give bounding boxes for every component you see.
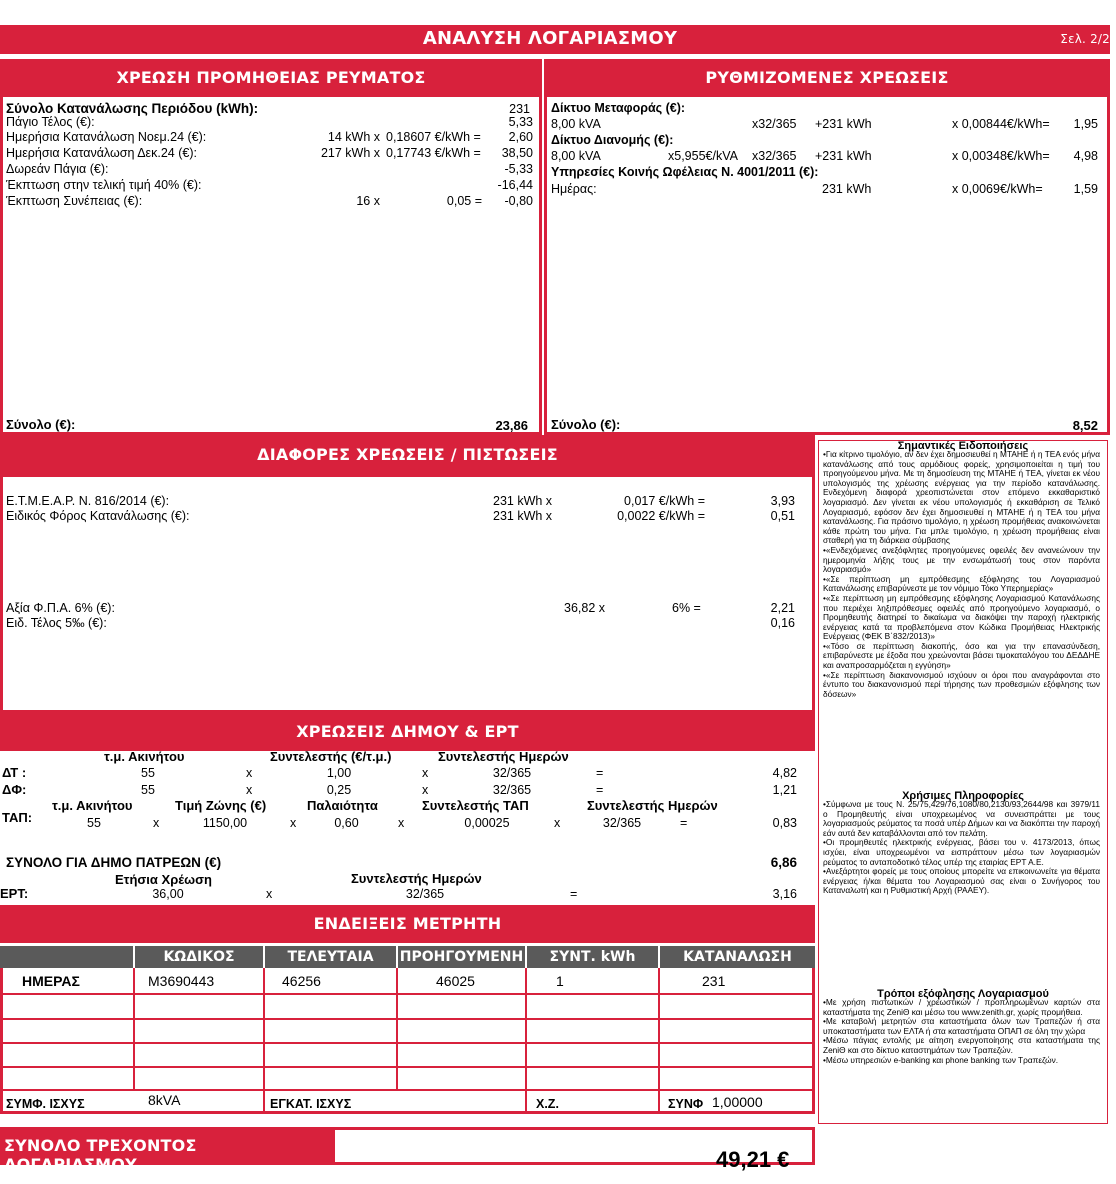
payment-methods-title: Τρόποι εξόφλησης Λογαριασμού xyxy=(877,988,1049,1000)
pf-label: ΣΥΝΦ xyxy=(668,1097,704,1111)
page-number: Σελ. 2/2 xyxy=(1060,32,1110,46)
meter-col-previous: ΠΡΟΗΓΟΥΜΕΝΗ xyxy=(398,946,525,968)
meter-grid-h4 xyxy=(0,1066,815,1068)
supply-row-qty: 14 kWh x xyxy=(327,130,380,144)
supply-row-rate: 0,17743 €/kWh = xyxy=(386,146,481,160)
col-area-header: τ.μ. Ακινήτου xyxy=(104,749,185,764)
col-days-header: Συντελεστής Ημερών xyxy=(438,749,569,764)
page-title: ΑΝΑΛΥΣΗ ΛΟΓΑΡΙΑΣΜΟΥ xyxy=(422,28,678,49)
duty-label: Ειδ. Τέλος 5‰ (€): xyxy=(6,616,107,630)
payment-item: •Με καταβολή μετρητών στα καταστήματα όλων των Τραπεζών ή στα υποκαταστήματα των ΕΛΤΑ ή στα καταστήματα ΟΠΑΠ σε όλη την χώρα xyxy=(823,1016,1100,1036)
pso-rate: x 0,0069€/kWh= xyxy=(952,182,1043,196)
meter-grid-h5 xyxy=(0,1089,815,1091)
payment-item: •Μέσω υπηρεσιών e-banking και phone banking των Τραπεζών. xyxy=(823,1054,1059,1065)
tap-zone: 1150,00 xyxy=(202,816,248,830)
regulated-panel xyxy=(544,59,1110,435)
useful-info-title: Χρήσιμες Πληροφορίες xyxy=(902,790,1024,802)
meter-grid-right xyxy=(812,968,815,1114)
payment-item: •Μέσω πάγιας εντολής με αίτηση ενεργοποίησης στα καταστήματα της ZeniΘ και στο δίκτυο καταστημάτων των Τραπεζών. xyxy=(823,1035,1100,1055)
meter-grid-v5 xyxy=(658,968,660,1114)
vat-base: 36,82 x xyxy=(564,601,606,615)
regulated-total-label: Σύνολο (€): xyxy=(551,417,621,432)
dt-value: 4,82 xyxy=(772,766,797,780)
tap-label: ΤΑΠ: xyxy=(2,810,33,825)
transmission-days: x32/365 xyxy=(752,117,797,131)
useful-info-text xyxy=(823,800,1100,896)
meter-grid-v3 xyxy=(396,968,398,1090)
supply-row-value: 5,33 xyxy=(508,115,533,129)
xz-label: Χ.Ζ. xyxy=(536,1097,559,1111)
meter-grid-v2 xyxy=(263,968,265,1114)
important-notices-title: Σημαντικές Ειδοποιήσεις xyxy=(897,440,1029,452)
pso-label: Υπηρεσίες Κοινής Ωφέλειας Ν. 4001/2011 (€): xyxy=(551,165,819,179)
ert-label: ΕΡΤ: xyxy=(0,886,29,901)
tap-tap-header: Συντελεστής ΤΑΠ xyxy=(422,798,529,813)
meter-grid-left xyxy=(0,968,3,1114)
dt-eq: = xyxy=(596,766,604,780)
supply-row-label: Έκπτωση στην τελική τιμή 40% (€): xyxy=(6,178,202,192)
meter-grid-h1 xyxy=(0,993,815,995)
supply-row-label: Δωρεάν Πάγια (€): xyxy=(6,162,109,176)
excise-qty: 231 kWh x xyxy=(493,509,553,523)
meter-row-last: 46256 xyxy=(282,973,321,989)
etmear-qty: 231 kWh x xyxy=(493,494,553,508)
transmission-label: Δίκτυο Μεταφοράς (€): xyxy=(551,101,686,115)
supply-row-qty: 217 kWh x xyxy=(320,146,380,160)
df-x1: x xyxy=(246,783,253,797)
supply-row-value: -0,80 xyxy=(504,194,533,208)
dt-days: 32/365 xyxy=(492,766,532,780)
tap-days-header: Συντελεστής Ημερών xyxy=(587,798,718,813)
tap-days: 32/365 xyxy=(602,816,642,830)
df-coef: 0,25 xyxy=(326,783,352,797)
distribution-label: Δίκτυο Διανομής (€): xyxy=(551,133,674,147)
excise-value: 0,51 xyxy=(770,509,795,523)
pf-value: 1,00000 xyxy=(712,1094,763,1110)
dt-x1: x xyxy=(246,766,253,780)
tap-x1: x xyxy=(153,816,160,830)
tap-tap: 0,00025 xyxy=(464,816,510,830)
df-label: ΔΦ: xyxy=(2,782,27,797)
distribution-kwh: +231 kWh xyxy=(815,149,872,163)
meter-row-previous: 46025 xyxy=(436,973,475,989)
meter-grid-v1 xyxy=(133,968,135,1090)
grand-total-value: 49,21 € xyxy=(716,1147,790,1172)
meter-grid-v4 xyxy=(525,968,527,1114)
pso-kwh: 231 kWh xyxy=(822,182,872,196)
meter-col-factor: ΣΥΝΤ. kWh xyxy=(527,946,658,968)
supply-total-label: Σύνολο (€): xyxy=(6,417,76,432)
meter-row-factor: 1 xyxy=(556,973,564,989)
etmear-value: 3,93 xyxy=(770,494,795,508)
ert-days-header: Συντελεστής Ημερών xyxy=(351,871,482,886)
transmission-kva: 8,00 kVA xyxy=(551,117,601,131)
ert-annual: 36,00 xyxy=(152,887,184,901)
df-area: 55 xyxy=(141,783,155,797)
meter-grid-h2 xyxy=(0,1018,815,1020)
contract-power-value: 8kVA xyxy=(148,1092,181,1108)
dt-coef: 1,00 xyxy=(326,766,352,780)
meter-row-code: M3690443 xyxy=(148,973,215,989)
distribution-value: 4,98 xyxy=(1073,149,1098,163)
notice-item: •«Ενδεχόμενες ανεξόφλητες προηγούμενες οφειλές δεν ανανεώνουν την ημερομηνία λήξης τους με την ενσωμάτωσή τους στον παρόντα λογαριασμό» xyxy=(823,544,1100,575)
df-value: 1,21 xyxy=(772,783,797,797)
excise-rate: 0,0022 €/kWh = xyxy=(617,509,705,523)
supply-consumption-label: Σύνολο Κατανάλωσης Περιόδου (kWh): xyxy=(6,101,259,116)
tap-zone-header: Τιμή Ζώνης (€) xyxy=(175,798,267,813)
distribution-kva: 8,00 kVA xyxy=(551,149,601,163)
vat-pct: 6% = xyxy=(672,601,701,615)
supply-row-label: Έκπτωση Συνέπειας (€): xyxy=(6,194,143,208)
supply-consumption-value: 231 xyxy=(509,102,530,116)
supply-row-label: Ημερήσια Κατανάλωση Νοεμ.24 (€): xyxy=(6,130,207,144)
misc-header: ΔΙΑΦΟΡΕΣ ΧΡΕΩΣΕΙΣ / ΠΙΣΤΩΣΕΙΣ xyxy=(257,445,558,464)
supply-row-label: Πάγιο Τέλος (€): xyxy=(6,115,95,129)
etmear-label: Ε.Τ.Μ.Ε.Α.Ρ. Ν. 816/2014 (€): xyxy=(6,494,170,508)
ert-value: 3,16 xyxy=(772,887,797,901)
dt-label: ΔΤ : xyxy=(2,765,27,780)
excise-label: Ειδικός Φόρος Κατανάλωσης (€): xyxy=(6,509,190,523)
notice-item: •«Σε περίπτωση μη εμπρόθεσμης εξόφλησης Λογαριασμού Κατανάλωσης που περιέχει ληξιπρόθεσμες οφειλές από προηγούμενο λογαριασμό, ο Προμηθευτής διατηρεί το δικαίωμα να διακόψει την παροχή ηλεκτρικής ενέργειας κατά τα προβλεπόμενα στον Κώδικα Προμήθειας Ηλεκτρικής Ενέργειας (ΦΕΚ Β΄832/2013)» xyxy=(823,592,1100,642)
regulated-total-value: 8,52 xyxy=(1072,418,1098,433)
notice-item: •«Σε περίπτωση διακανονισμού ισχύουν οι όροι που αναγράφονται στο έντυπο του διακανονισμού περί τήρησης των προθεσμιών εξόφλησης των δόσεων» xyxy=(823,669,1100,699)
transmission-value: 1,95 xyxy=(1073,117,1098,131)
supply-row-qty: 16 x xyxy=(356,194,380,208)
df-eq: = xyxy=(596,783,604,797)
tap-x4: x xyxy=(554,816,561,830)
distribution-rate: x 0,00348€/kWh= xyxy=(952,149,1050,163)
municipality-total-value: 6,86 xyxy=(770,855,797,870)
tap-age-header: Παλαιότητα xyxy=(307,798,378,813)
meter-col-consumption: ΚΑΤΑΝΑΛΩΣΗ xyxy=(660,946,815,968)
df-days: 32/365 xyxy=(492,783,532,797)
ert-x: x xyxy=(266,887,273,901)
supply-row-value: -5,33 xyxy=(504,162,533,176)
supply-row-value: -16,44 xyxy=(497,178,533,192)
supply-row-value: 2,60 xyxy=(508,130,533,144)
etmear-rate: 0,017 €/kWh = xyxy=(624,494,705,508)
tap-eq: = xyxy=(680,816,688,830)
notice-item: •«Σε περίπτωση μη εμπρόθεσμης εξόφλησης του Λογαριασμού Κατανάλωσης επιβαρύνεστε με τον νόμιμο Τόκο Υπερημερίας» xyxy=(823,573,1100,594)
transmission-rate: x 0,00844€/kWh= xyxy=(952,117,1050,131)
meter-col-last: ΤΕΛΕΥΤΑΙΑ xyxy=(265,946,396,968)
meter-row-consumption: 231 xyxy=(702,973,726,989)
supply-row-rate: 0,18607 €/kWh = xyxy=(386,130,481,144)
notice-item: •«Τόσο σε περίπτωση διακοπής, όσο και για την επανασύνδεση, επιβαρύνεστε με έξοδα που χρεώνονται βάσει τιμοκαταλόγου του ΔΕΔΔΗΕ και αναπροσαρμόζεται η εγγύηση» xyxy=(823,640,1100,671)
tap-value: 0,83 xyxy=(772,816,797,830)
vat-label: Αξία Φ.Π.Α. 6% (€): xyxy=(6,601,115,615)
ert-eq: = xyxy=(570,887,578,901)
regulated-header: ΡΥΘΜΙΖΟΜΕΝΕΣ ΧΡΕΩΣΕΙΣ xyxy=(705,68,949,87)
meter-col-code: ΚΩΔΙΚΟΣ xyxy=(135,946,263,968)
contract-power-label: ΣΥΜΦ. ΙΣΧΥΣ xyxy=(6,1097,85,1111)
supply-total-value: 23,86 xyxy=(495,418,528,433)
municipal-header: ΧΡΕΩΣΕΙΣ ΔΗΜΟΥ & ΕΡΤ xyxy=(296,722,519,741)
pso-value: 1,59 xyxy=(1073,182,1098,196)
tap-area-header: τ.μ. Ακινήτου xyxy=(52,798,133,813)
useful-item: •Σύμφωνα με τους Ν. 25/75,429/76,1080/80,2130/93,2644/98 και 3979/11 ο Προμηθευτής είναι υποχρεωμένος να συνεισπράττει με τους λογαριασμούς ρεύματος τα ποσά υπέρ Δήμων και να διακόπτει την παροχή εάν αυτά δεν καταβάλλονται από τον πελάτη. xyxy=(823,799,1100,838)
meter-row-type: ΗΜΕΡΑΣ xyxy=(22,973,80,989)
vat-value: 2,21 xyxy=(770,601,795,615)
duty-value: 0,16 xyxy=(770,616,795,630)
supply-header: ΧΡΕΩΣΗ ΠΡΟΜΗΘΕΙΑΣ ΡΕΥΜΑΤΟΣ xyxy=(116,68,426,87)
supply-row-label: Ημερήσια Κατανάλωση Δεκ.24 (€): xyxy=(6,146,197,160)
ert-annual-header: Ετήσια Χρέωση xyxy=(115,872,212,887)
ert-days: 32/365 xyxy=(405,887,445,901)
payment-item: •Με χρήση πιστωτικών / χρεωστικών / προπληρωμένων καρτών στα καταστήματα της ZeniΘ και μέσω του www.zenith.gr, χωρίς προμήθεια. xyxy=(823,997,1100,1017)
installed-power-label: ΕΓΚΑΤ. ΙΣΧΥΣ xyxy=(270,1097,352,1111)
tap-x2: x xyxy=(290,816,297,830)
payment-methods-text xyxy=(823,998,1100,1065)
transmission-kwh: +231 kWh xyxy=(815,117,872,131)
supply-row-rate: 0,05 = xyxy=(446,194,482,208)
distribution-kva-rate: x5,955€/kVA xyxy=(668,149,738,163)
useful-item: •Ανεξάρτητοι φορείς με τους οποίους μπορείτε να επικοινωνείτε για θέματα ενέργειας ή/και θέματα του Λογαριασμού σας είναι ο Συνήγορος του Καταναλωτή και η Ρυθμιστική Αρχή (ΡΑΑΕΥ). xyxy=(823,866,1100,896)
meter-col-blank xyxy=(0,946,133,968)
distribution-days: x32/365 xyxy=(752,149,797,163)
useful-item: •Οι προμηθευτές ηλεκτρικής ενέργειας, βάσει του ν. 4173/2013, όπως ισχύει, είναι υποχρεωμένοι να εισπράττουν μέσω των λογαριασμών ρεύματος το ανταποδοτικό τέλος υπέρ της εταιρίας ΕΡΤ Α.Ε. xyxy=(823,837,1100,867)
pso-day-label: Ημέρας: xyxy=(551,182,597,196)
tap-area: 55 xyxy=(87,816,101,830)
supply-row-value: 38,50 xyxy=(501,146,533,160)
df-x2: x xyxy=(422,783,429,797)
notice-item: •Για κίτρινο τιμολόγιο, αν δεν έχει δημοσιευθεί η ΜΤΑΗΕ ή η ΤΕΑ ενός μήνα κατανάλωσης από τους αρμόδιους φορείς, χρησιμοποιείται η τιμή του προηγούμενου μήνα. Με τη δημοσίευση της ΜΤΑΗΕ ή ΤΕΑ, γίνεται εκ νέου υπολογισμός της χρέωσης ενέργειας για την περίοδο κατανάλωσης. Ενδεχόμενη διαφορά χρεοπιστώνεται στον επόμενο εκκαθαριστικό λογαριασμό. Δεν γίνεται εκ νέου υπολογισμός ή εκκαθάριση σε Τελικό Λογαριασμό, εφόσον δεν έχει δημοσιευθεί η ΜΤΑΗΕ ή η ΤΕΑ του μήνα κατανάλωσης. Για πράσινο τιμολόγιο, η χρέωση προμήθειας ανακοινώνεται κάθε πρώτη του μήνα. Για μπλε τιμολόγιο, η χρέωση προμήθειας είναι σταθερή για τη διάρκεια σύμβασης xyxy=(823,449,1100,546)
dt-x2: x xyxy=(422,766,429,780)
meter-grid-h3 xyxy=(0,1042,815,1044)
tap-age: 0,60 xyxy=(334,816,359,830)
meter-header: ΕΝΔΕΙΞΕΙΣ ΜΕΤΡΗΤΗ xyxy=(313,914,502,933)
grand-total-label: ΣΥΝΟΛΟ ΤΡΕΧΟΝΤΟΣ ΛΟΓΑΡΙΑΣΜΟΥ xyxy=(4,1136,197,1174)
municipality-total-label: ΣΥΝΟΛΟ ΓΙΑ ΔΗΜΟ ΠΑΤΡΕΩΝ (€) xyxy=(6,855,222,870)
col-coef-header: Συντελεστής (€/τ.μ.) xyxy=(270,749,392,764)
dt-area: 55 xyxy=(141,766,155,780)
meter-grid-bottom xyxy=(0,1111,815,1114)
important-notices-text xyxy=(823,450,1100,699)
tap-x3: x xyxy=(398,816,405,830)
